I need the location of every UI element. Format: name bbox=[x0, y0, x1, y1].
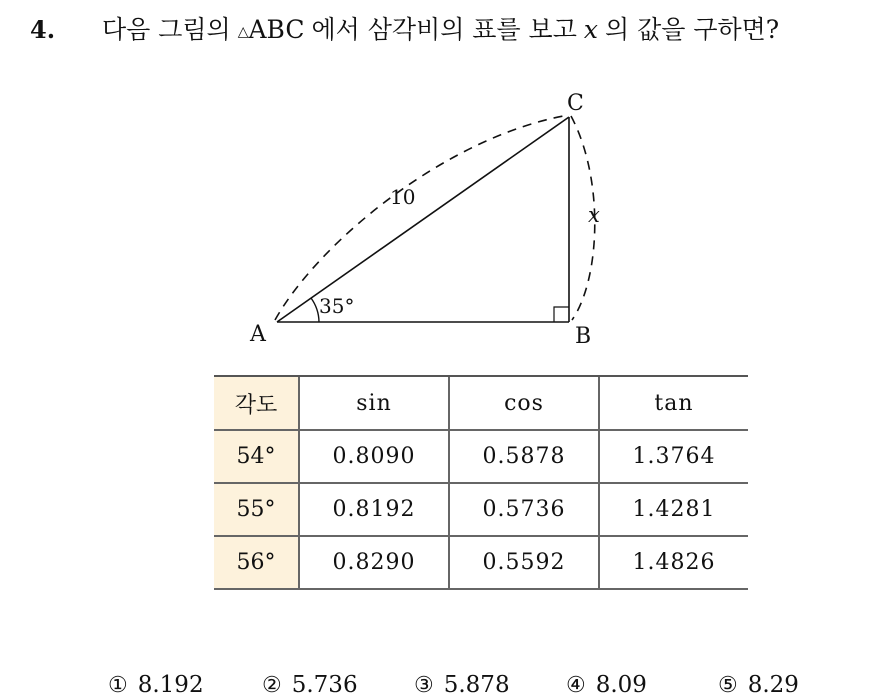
label-angle: 35° bbox=[319, 294, 355, 318]
label-vertex-b: B bbox=[575, 324, 592, 349]
triangle-figure bbox=[230, 80, 630, 370]
question-header bbox=[30, 10, 786, 46]
question-text-after: 의 값을 구하면? bbox=[604, 15, 780, 44]
choice-value: 8.09 bbox=[595, 672, 647, 698]
choice-5[interactable] bbox=[718, 672, 799, 698]
cell-angle: 55° bbox=[214, 483, 299, 536]
triangle-name: ABC bbox=[248, 15, 305, 44]
choice-value: 5.878 bbox=[443, 672, 510, 698]
choice-value: 8.192 bbox=[137, 672, 204, 698]
label-side-x: x bbox=[588, 203, 600, 227]
right-angle-marker bbox=[554, 307, 569, 322]
choice-marker: ④ bbox=[566, 673, 586, 698]
cell-angle: 54° bbox=[214, 430, 299, 483]
choice-value: 5.736 bbox=[291, 672, 358, 698]
header-sin: sin bbox=[299, 376, 449, 430]
hypotenuse-brace bbox=[275, 115, 569, 320]
cell-tan: 1.3764 bbox=[599, 430, 748, 483]
question-number: 4. bbox=[30, 15, 56, 44]
choice-3[interactable] bbox=[414, 672, 510, 698]
trig-table bbox=[214, 375, 748, 590]
table-row bbox=[214, 536, 748, 589]
header-cos: cos bbox=[449, 376, 599, 430]
triangle-icon: △ bbox=[237, 24, 249, 40]
cell-cos: 0.5736 bbox=[449, 483, 599, 536]
choice-marker: ③ bbox=[414, 673, 434, 698]
table-header-row bbox=[214, 376, 748, 430]
cell-sin: 0.8290 bbox=[299, 536, 449, 589]
choice-marker: ① bbox=[108, 673, 128, 698]
cell-sin: 0.8192 bbox=[299, 483, 449, 536]
choice-marker: ② bbox=[262, 673, 282, 698]
table-row bbox=[214, 430, 748, 483]
label-vertex-c: C bbox=[567, 91, 584, 116]
cell-angle: 56° bbox=[214, 536, 299, 589]
choice-value: 8.29 bbox=[747, 672, 799, 698]
header-tan: tan bbox=[599, 376, 748, 430]
label-vertex-a: A bbox=[250, 322, 266, 347]
question-text-middle: 에서 삼각비의 표를 보고 bbox=[311, 15, 577, 44]
question-text-before: 다음 그림의 bbox=[102, 15, 231, 44]
table-row bbox=[214, 483, 748, 536]
side-ac bbox=[277, 117, 569, 322]
cell-tan: 1.4281 bbox=[599, 483, 748, 536]
question-text bbox=[102, 10, 786, 46]
angle-arc bbox=[311, 298, 319, 322]
header-angle: 각도 bbox=[214, 376, 299, 430]
choice-4[interactable] bbox=[566, 672, 647, 698]
cell-cos: 0.5592 bbox=[449, 536, 599, 589]
label-hypotenuse: 10 bbox=[390, 185, 416, 209]
question-variable: x bbox=[583, 15, 598, 44]
cell-tan: 1.4826 bbox=[599, 536, 748, 589]
choice-2[interactable] bbox=[262, 672, 358, 698]
choice-1[interactable] bbox=[108, 672, 204, 698]
cell-sin: 0.8090 bbox=[299, 430, 449, 483]
cell-cos: 0.5878 bbox=[449, 430, 599, 483]
choice-marker: ⑤ bbox=[718, 673, 738, 698]
